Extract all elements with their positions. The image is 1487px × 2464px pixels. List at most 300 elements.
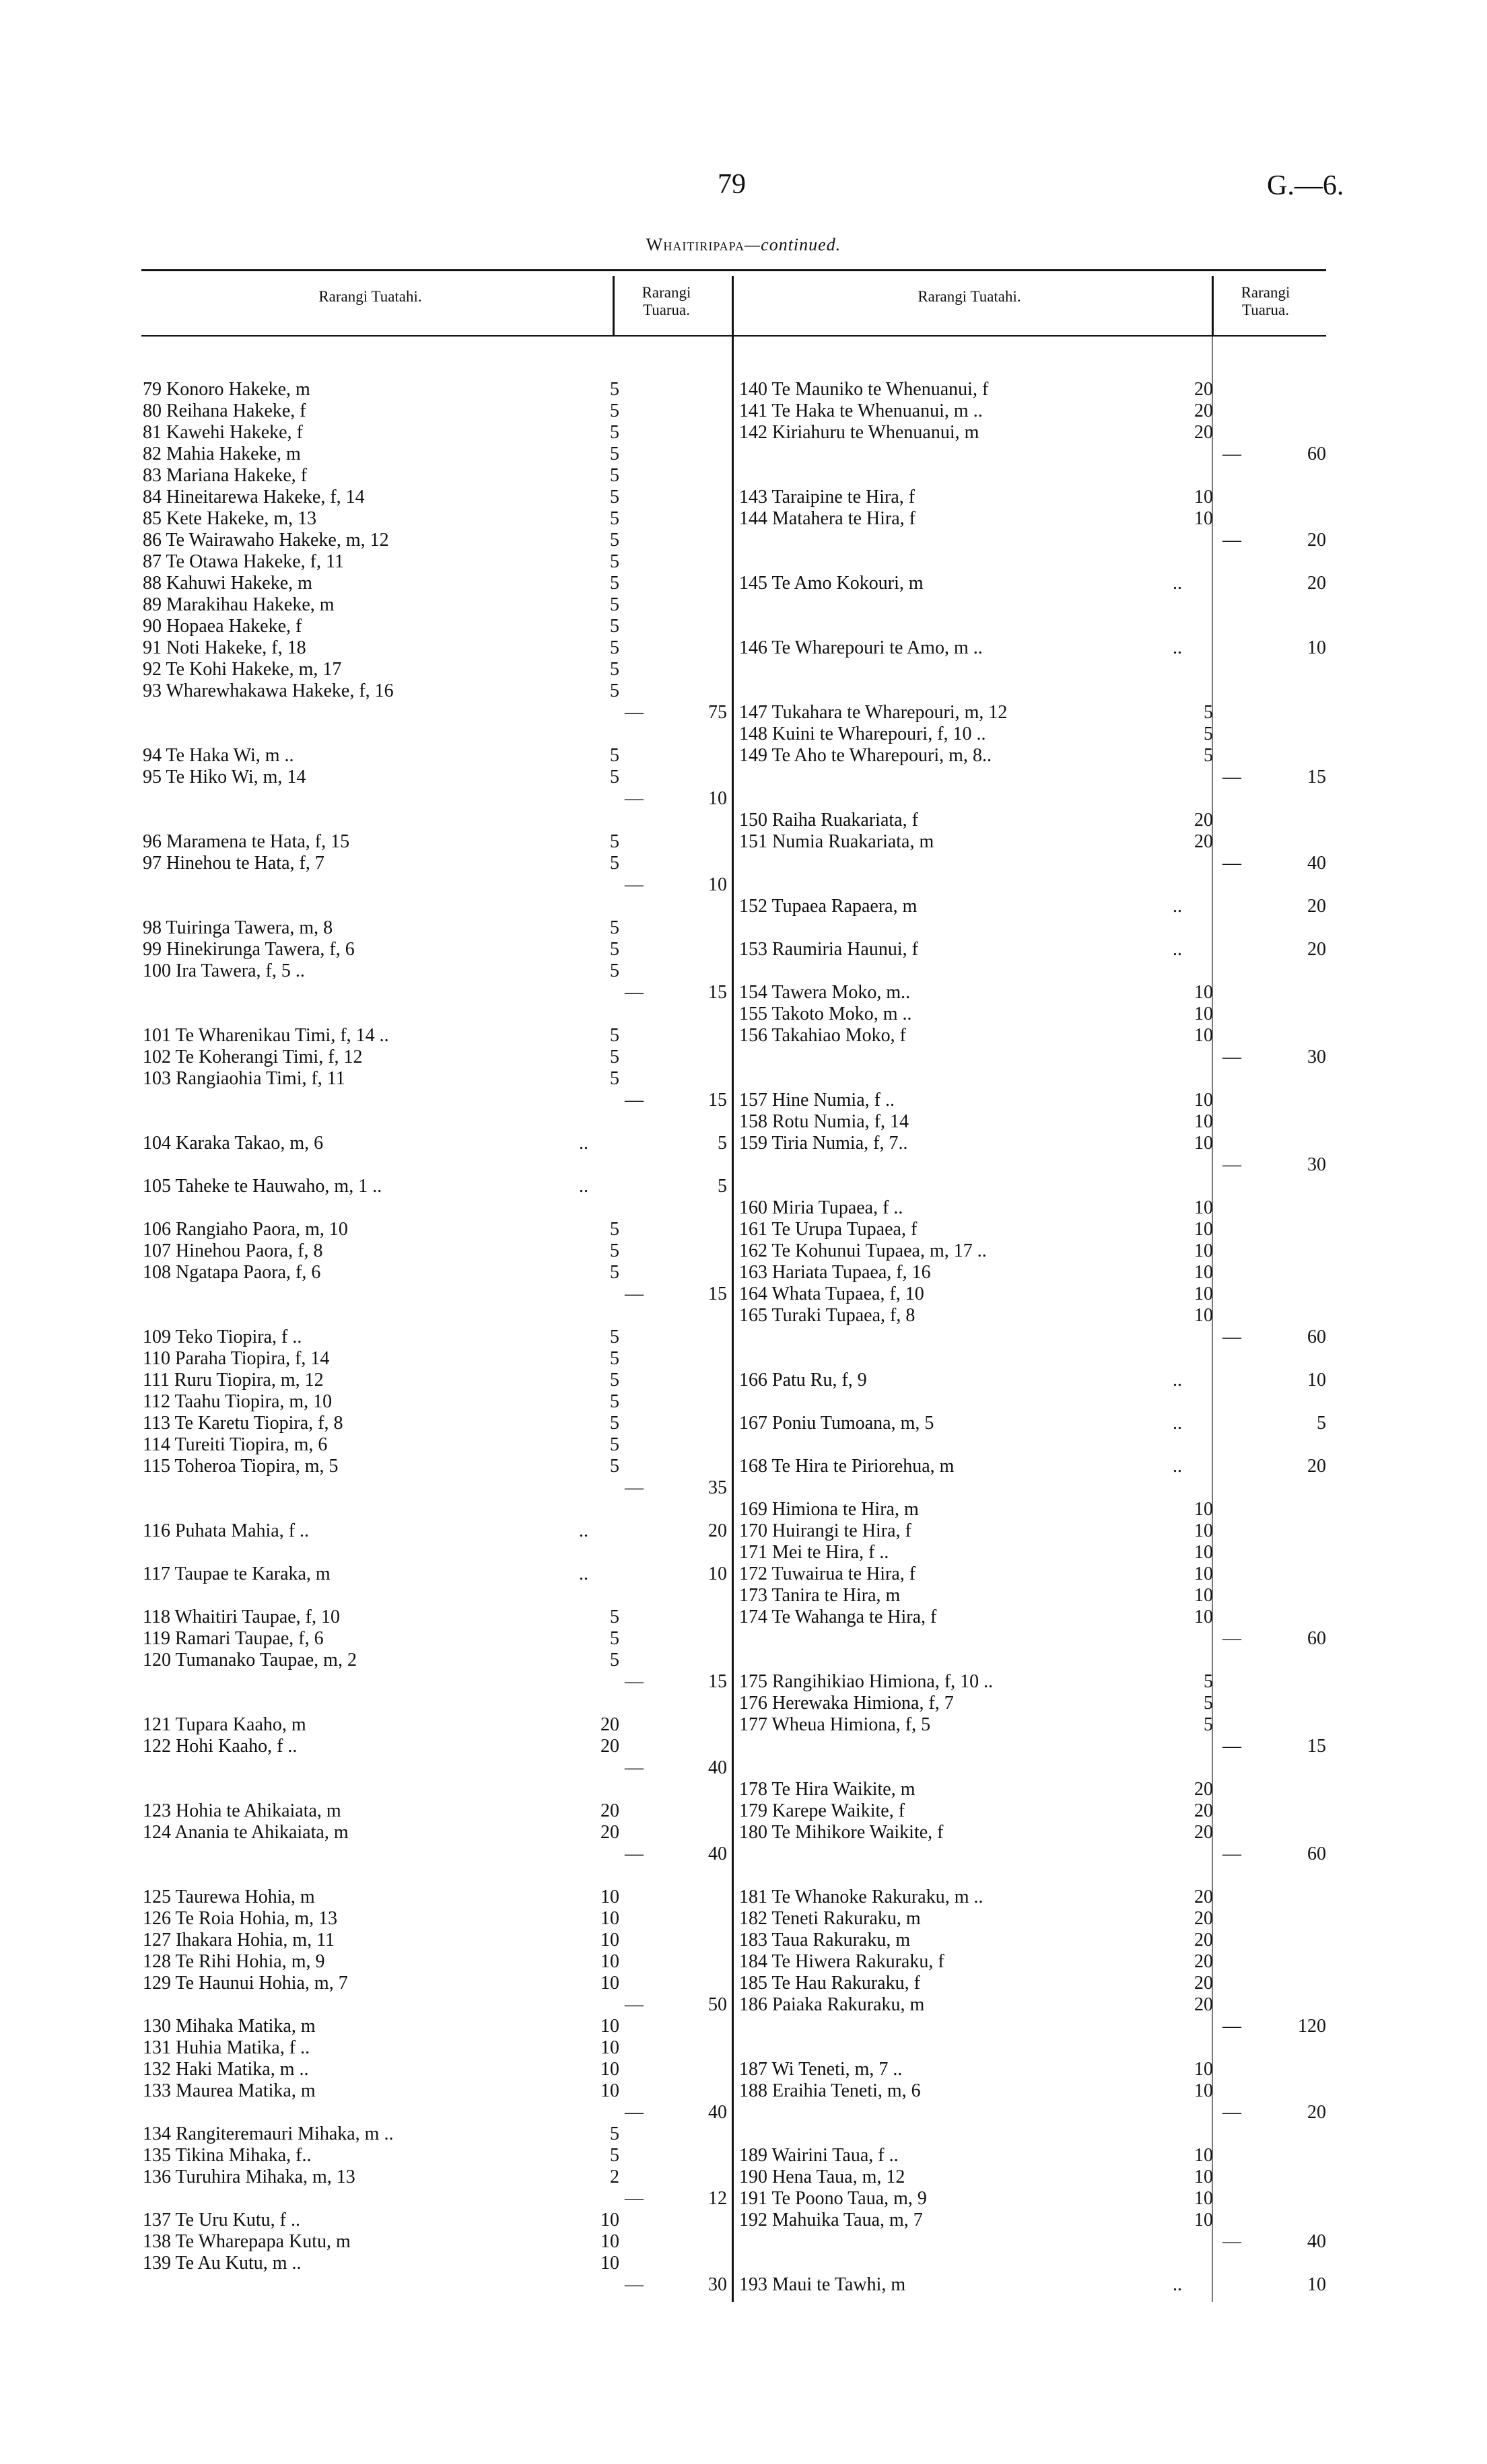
left-entry-value: 10 xyxy=(600,2059,619,2080)
left-entry-value: 5 xyxy=(610,1650,619,1670)
right-entry-name: 166 Patu Ru, f, 9 xyxy=(739,1370,867,1391)
left-subtotal-dash: — xyxy=(625,2188,644,2209)
left-subtotal-value: 15 xyxy=(708,1090,727,1111)
page-number: 79 xyxy=(718,169,746,200)
left-entry-value: 5 xyxy=(610,573,619,594)
left-subtotal-value: 35 xyxy=(708,1477,727,1498)
left-entry-value: 10 xyxy=(600,1908,619,1929)
left-subtotal-value: 40 xyxy=(708,2102,727,2123)
right-subtotal-value: 40 xyxy=(1307,2231,1326,2252)
left-entry-name: 118 Whaitiri Taupae, f, 10 xyxy=(143,1607,341,1627)
right-entry-value: 10 xyxy=(1194,2145,1213,2166)
right-entry-value: 10 xyxy=(1194,982,1213,1003)
right-entry-value: 10 xyxy=(1194,1563,1213,1584)
right-row xyxy=(0,421,1487,444)
right-entry-name: 164 Whata Tupaea, f, 10 xyxy=(739,1283,924,1304)
left-entry-name: 110 Paraha Tiopira, f, 14 xyxy=(143,1348,330,1369)
left-entry-value: 5 xyxy=(610,444,619,464)
right-subtotal-value: 20 xyxy=(1307,530,1326,551)
right-values-header-2: Tuarua. xyxy=(1241,302,1290,318)
left-leader-dots: .. xyxy=(579,1563,588,1584)
right-entry-value: 10 xyxy=(1194,1542,1213,1563)
right-entry-name: 192 Mahuika Taua, m, 7 xyxy=(739,2210,923,2230)
right-row xyxy=(0,895,1487,918)
right-entry-value: 10 xyxy=(1194,1585,1213,1606)
right-row xyxy=(0,1584,1487,1607)
right-row xyxy=(0,1111,1487,1133)
right-subtotal-value: 60 xyxy=(1307,444,1326,464)
right-entry-name: 155 Takoto Moko, m .. xyxy=(739,1004,912,1024)
left-entry-value: 5 xyxy=(610,637,619,658)
left-entry-value: 20 xyxy=(600,1800,619,1821)
right-entry-name: 152 Tupaea Rapaera, m xyxy=(739,896,918,917)
right-entry-name: 149 Te Aho te Wharepouri, m, 8.. xyxy=(739,745,992,766)
left-subtotal-value: 5 xyxy=(718,1176,727,1197)
right-entry-value: 10 xyxy=(1194,2059,1213,2080)
right-row xyxy=(0,1563,1487,1586)
left-subtotal-dash: — xyxy=(625,1757,644,1778)
right-entry-name: 159 Tiria Numia, f, 7.. xyxy=(739,1133,908,1154)
right-leader-dots: .. xyxy=(1173,1413,1182,1434)
right-entry-name: 147 Tukahara te Wharepouri, m, 12 xyxy=(739,702,1008,723)
right-subtotal-value: 10 xyxy=(1307,1370,1326,1391)
left-entry-value: 10 xyxy=(600,2037,619,2058)
left-entry-name: 135 Tikina Mihaka, f.. xyxy=(143,2145,312,2166)
left-entry-name: 138 Te Wharepapa Kutu, m xyxy=(143,2231,351,2252)
right-entry-name: 181 Te Whanoke Rakuraku, m .. xyxy=(739,1887,983,1907)
right-entry-name: 162 Te Kohunui Tupaea, m, 17 .. xyxy=(739,1240,987,1261)
left-entry-value: 5 xyxy=(610,2123,619,2144)
right-entry-name: 163 Hariata Tupaea, f, 16 xyxy=(739,1262,931,1283)
left-row xyxy=(0,787,1487,810)
left-entry-value: 5 xyxy=(610,487,619,507)
right-entry-name: 165 Turaki Tupaea, f, 8 xyxy=(739,1305,915,1326)
left-entry-value: 5 xyxy=(610,831,619,852)
right-row xyxy=(0,1003,1487,1026)
left-subtotal-value: 15 xyxy=(708,1283,727,1304)
right-row xyxy=(0,1261,1487,1284)
left-entry-name: 80 Reihana Hakeke, f xyxy=(143,400,306,421)
right-entry-value: 10 xyxy=(1194,1240,1213,1261)
right-entry-value: 10 xyxy=(1194,1004,1213,1024)
left-entry-name: 123 Hohia te Ahikaiata, m xyxy=(143,1800,341,1821)
right-subtotal-value: 20 xyxy=(1307,1456,1326,1477)
right-entry-value: 20 xyxy=(1194,400,1213,421)
left-entry-name: 79 Konoro Hakeke, m xyxy=(143,379,310,400)
left-row xyxy=(0,2252,1487,2275)
right-row xyxy=(0,744,1487,767)
right-entry-name: 173 Tanira te Hira, m xyxy=(739,1585,901,1606)
right-entry-value: 5 xyxy=(1204,1714,1213,1735)
right-entry-value: 5 xyxy=(1204,745,1213,766)
right-entry-value: 20 xyxy=(1194,379,1213,400)
left-row xyxy=(0,1757,1487,1780)
right-entry-value: 5 xyxy=(1204,1671,1213,1692)
right-subtotal-value: 10 xyxy=(1307,637,1326,658)
right-entry-name: 193 Maui te Tawhi, m xyxy=(739,2274,906,2295)
left-entry-name: 90 Hopaea Hakeke, f xyxy=(143,616,302,637)
left-entry-value: 5 xyxy=(610,1240,619,1261)
left-entry-name: 125 Taurewa Hohia, m xyxy=(143,1887,315,1907)
left-subtotal-dash: — xyxy=(625,1994,644,2015)
right-subtotal-dash: — xyxy=(1222,767,1241,787)
left-entry-name: 107 Hinehou Paora, f, 8 xyxy=(143,1240,323,1261)
left-entry-value: 5 xyxy=(610,1219,619,1240)
right-subtotal-value: 60 xyxy=(1307,1628,1326,1649)
right-entry-value: 10 xyxy=(1194,1520,1213,1541)
right-entry-value: 20 xyxy=(1194,831,1213,852)
right-row xyxy=(0,378,1487,401)
table-header-rule xyxy=(141,335,1326,337)
right-entry-value: 10 xyxy=(1194,1219,1213,1240)
left-entry-name: 127 Ihakara Hohia, m, 11 xyxy=(143,1930,335,1950)
left-entry-value: 5 xyxy=(610,379,619,400)
left-entry-name: 115 Toheroa Tiopira, m, 5 xyxy=(143,1456,339,1477)
left-entry-value: 5 xyxy=(610,616,619,637)
right-entry-value: 20 xyxy=(1194,1951,1213,1972)
left-entry-value: 5 xyxy=(610,2145,619,2166)
right-entry-value: 20 xyxy=(1194,1887,1213,1907)
right-row xyxy=(0,852,1487,875)
right-entry-value: 5 xyxy=(1204,724,1213,744)
right-entry-value: 10 xyxy=(1194,1499,1213,1520)
right-row xyxy=(0,2166,1487,2189)
right-entry-name: 150 Raiha Ruakariata, f xyxy=(739,810,918,831)
right-row xyxy=(0,1692,1487,1715)
right-subtotal-dash: — xyxy=(1222,1047,1241,1067)
right-row xyxy=(0,1886,1487,1909)
left-entry-value: 5 xyxy=(610,1607,619,1627)
right-row xyxy=(0,831,1487,853)
right-row xyxy=(0,2101,1487,2124)
left-row xyxy=(0,594,1487,617)
left-entry-name: 104 Karaka Takao, m, 6 xyxy=(143,1133,324,1154)
left-entry-name: 114 Tureiti Tiopira, m, 6 xyxy=(143,1434,328,1455)
right-entry-value: 10 xyxy=(1194,2167,1213,2187)
right-row xyxy=(0,1627,1487,1650)
table-top-rule xyxy=(141,269,1326,271)
right-entry-name: 174 Te Wahanga te Hira, f xyxy=(739,1607,937,1627)
left-entry-name: 91 Noti Hakeke, f, 18 xyxy=(143,637,306,658)
left-row xyxy=(0,917,1487,940)
right-entry-value: 10 xyxy=(1194,508,1213,529)
left-entry-name: 117 Taupae te Karaka, m xyxy=(143,1563,331,1584)
right-entry-name: 183 Taua Rakuraku, m xyxy=(739,1930,911,1950)
right-row xyxy=(0,1907,1487,1930)
left-subtotal-value: 30 xyxy=(708,2274,727,2295)
right-entry-name: 158 Rotu Numia, f, 14 xyxy=(739,1111,909,1132)
right-entry-name: 175 Rangihikiao Himiona, f, 10 .. xyxy=(739,1671,994,1692)
right-entry-name: 179 Karepe Waikite, f xyxy=(739,1800,905,1821)
left-entry-name: 99 Hinekirunga Tawera, f, 6 xyxy=(143,939,355,960)
right-subtotal-value: 30 xyxy=(1307,1047,1326,1067)
right-entry-value: 20 xyxy=(1194,422,1213,443)
left-row xyxy=(0,1649,1487,1672)
right-subtotal-value: 120 xyxy=(1298,2016,1326,2037)
right-row xyxy=(0,1735,1487,1758)
right-entry-name: 151 Numia Ruakariata, m xyxy=(739,831,934,852)
right-row xyxy=(0,1670,1487,1693)
right-row xyxy=(0,1218,1487,1241)
right-subtotal-dash: — xyxy=(1222,1154,1241,1175)
right-entry-name: 191 Te Poono Taua, m, 9 xyxy=(739,2188,927,2209)
left-subtotal-value: 40 xyxy=(708,1757,727,1778)
right-entry-name: 170 Huirangi te Hira, f xyxy=(739,1520,911,1541)
left-entry-value: 5 xyxy=(610,1370,619,1391)
report-code: G.—6. xyxy=(1267,170,1344,201)
right-entry-name: 184 Te Hiwera Rakuraku, f xyxy=(739,1951,944,1972)
right-entry-name: 177 Wheua Himiona, f, 5 xyxy=(739,1714,931,1735)
right-entry-value: 20 xyxy=(1194,1973,1213,1994)
left-entry-value: 5 xyxy=(610,551,619,572)
left-subtotal-value: 75 xyxy=(708,702,727,723)
right-row xyxy=(0,1541,1487,1564)
left-row xyxy=(0,960,1487,983)
left-entry-name: 121 Tupara Kaaho, m xyxy=(143,1714,306,1735)
right-row xyxy=(0,1304,1487,1327)
right-entry-name: 143 Taraipine te Hira, f xyxy=(739,487,915,507)
right-row xyxy=(0,486,1487,509)
right-subtotal-dash: — xyxy=(1222,2102,1241,2123)
right-row xyxy=(0,2144,1487,2167)
left-row xyxy=(0,615,1487,638)
left-entry-name: 88 Kahuwi Hakeke, m xyxy=(143,573,312,594)
left-entry-value: 10 xyxy=(600,2231,619,2252)
left-entry-value: 10 xyxy=(600,1887,619,1907)
right-entry-name: 172 Tuwairua te Hira, f xyxy=(739,1563,916,1584)
left-entry-name: 122 Hohi Kaaho, f .. xyxy=(143,1736,298,1757)
right-entry-name: 180 Te Mihikore Waikite, f xyxy=(739,1822,944,1843)
left-entry-name: 86 Te Wairawaho Hakeke, m, 12 xyxy=(143,530,389,551)
left-subtotal-value: 12 xyxy=(708,2188,727,2209)
left-row xyxy=(0,1434,1487,1456)
left-subtotal-dash: — xyxy=(625,702,644,723)
right-row xyxy=(0,981,1487,1004)
right-leader-dots: .. xyxy=(1173,2274,1182,2295)
left-row xyxy=(0,1067,1487,1090)
left-subtotal-value: 50 xyxy=(708,1994,727,2015)
left-entry-value: 5 xyxy=(610,1262,619,1283)
left-entry-name: 119 Ramari Taupae, f, 6 xyxy=(143,1628,324,1649)
left-row xyxy=(0,1175,1487,1198)
right-entry-name: 190 Hena Taua, m, 12 xyxy=(739,2167,905,2187)
left-values-header-1: Rarangi xyxy=(642,284,691,301)
right-row xyxy=(0,529,1487,552)
right-leader-dots: .. xyxy=(1173,896,1182,917)
left-entry-name: 108 Ngatapa Paora, f, 6 xyxy=(143,1262,321,1283)
left-subtotal-dash: — xyxy=(625,1283,644,1304)
right-row xyxy=(0,572,1487,595)
left-subtotal-dash: — xyxy=(625,2102,644,2123)
right-row xyxy=(0,1283,1487,1306)
left-leader-dots: .. xyxy=(579,1133,588,1154)
right-row xyxy=(0,400,1487,423)
right-entry-name: 142 Kiriahuru te Whenuanui, m xyxy=(739,422,979,443)
right-row xyxy=(0,2015,1487,2038)
left-entry-value: 5 xyxy=(610,1025,619,1046)
left-entry-name: 111 Ruru Tiopira, m, 12 xyxy=(143,1370,324,1391)
left-entry-value: 20 xyxy=(600,1736,619,1757)
left-entry-value: 5 xyxy=(610,939,619,960)
right-row xyxy=(0,2274,1487,2296)
right-row xyxy=(0,1778,1487,1801)
left-subtotal-value: 15 xyxy=(708,1671,727,1692)
left-row xyxy=(0,874,1487,896)
right-entry-name: 160 Miria Tupaea, f .. xyxy=(739,1197,903,1218)
left-entry-name: 84 Hineitarewa Hakeke, f, 14 xyxy=(143,487,365,507)
left-entry-name: 103 Rangiaohia Timi, f, 11 xyxy=(143,1068,345,1089)
left-entry-value: 5 xyxy=(610,422,619,443)
left-entry-value: 10 xyxy=(600,1951,619,1972)
left-entry-name: 133 Maurea Matika, m xyxy=(143,2080,316,2101)
right-list-header: Rarangi Tuatahi. xyxy=(918,288,1021,305)
left-entry-value: 5 xyxy=(610,1047,619,1067)
left-entry-value: 20 xyxy=(600,1714,619,1735)
right-row xyxy=(0,2209,1487,2232)
right-row xyxy=(0,1132,1487,1155)
right-row xyxy=(0,1714,1487,1736)
left-entry-value: 2 xyxy=(610,2167,619,2187)
left-entry-name: 102 Te Koherangi Timi, f, 12 xyxy=(143,1047,363,1067)
right-entry-name: 168 Te Hira te Piriorehua, m xyxy=(739,1456,955,1477)
right-subtotal-dash: — xyxy=(1222,444,1241,464)
left-entry-name: 112 Taahu Tiopira, m, 10 xyxy=(143,1391,333,1412)
right-row xyxy=(0,1326,1487,1349)
left-entry-name: 134 Rangiteremauri Mihaka, m .. xyxy=(143,2123,394,2144)
left-subtotal-dash: — xyxy=(625,1477,644,1498)
right-entry-value: 20 xyxy=(1194,1908,1213,1929)
left-entry-value: 5 xyxy=(610,400,619,421)
left-entry-name: 83 Mariana Hakeke, f xyxy=(143,465,308,486)
left-row xyxy=(0,2037,1487,2060)
right-row xyxy=(0,1197,1487,1220)
left-entry-name: 137 Te Uru Kutu, f .. xyxy=(143,2210,300,2230)
right-subtotal-value: 20 xyxy=(1307,896,1326,917)
right-subtotal-dash: — xyxy=(1222,2231,1241,2252)
right-subtotal-dash: — xyxy=(1222,1628,1241,1649)
left-entry-value: 5 xyxy=(610,508,619,529)
left-row xyxy=(0,1391,1487,1413)
right-row xyxy=(0,1046,1487,1069)
right-subtotal-dash: — xyxy=(1222,853,1241,874)
left-subtotal-dash: — xyxy=(625,2274,644,2295)
right-entry-value: 10 xyxy=(1194,1305,1213,1326)
right-entry-value: 10 xyxy=(1194,1025,1213,1046)
left-subtotal-dash: — xyxy=(625,874,644,895)
right-subtotal-dash: — xyxy=(1222,2016,1241,2037)
left-subtotal-value: 20 xyxy=(708,1520,727,1541)
right-entry-name: 148 Kuini te Wharepouri, f, 10 .. xyxy=(739,724,986,744)
left-values-header-2: Tuarua. xyxy=(642,302,691,318)
left-entry-value: 10 xyxy=(600,2016,619,2037)
left-entry-value: 5 xyxy=(610,594,619,615)
right-subtotal-value: 20 xyxy=(1307,2102,1326,2123)
right-entry-value: 20 xyxy=(1194,1800,1213,1821)
right-entry-name: 178 Te Hira Waikite, m xyxy=(739,1779,915,1800)
column-rule-left xyxy=(613,276,615,337)
right-entry-name: 186 Paiaka Rakuraku, m xyxy=(739,1994,925,2015)
right-row xyxy=(0,637,1487,660)
right-entry-value: 10 xyxy=(1194,1133,1213,1154)
left-subtotal-dash: — xyxy=(625,1843,644,1864)
right-subtotal-dash: — xyxy=(1222,1736,1241,1757)
right-leader-dots: .. xyxy=(1173,939,1182,960)
right-entry-name: 157 Hine Numia, f .. xyxy=(739,1090,895,1111)
right-row xyxy=(0,1089,1487,1112)
left-row xyxy=(0,658,1487,681)
left-subtotal-value: 5 xyxy=(718,1133,727,1154)
left-entry-value: 10 xyxy=(600,2080,619,2101)
left-entry-value: 5 xyxy=(610,1068,619,1089)
right-entry-value: 5 xyxy=(1204,702,1213,723)
right-row xyxy=(0,809,1487,832)
left-entry-name: 97 Hinehou te Hata, f, 7 xyxy=(143,853,324,874)
right-row xyxy=(0,1455,1487,1478)
left-entry-value: 10 xyxy=(600,1973,619,1994)
left-entry-name: 92 Te Kohi Hakeke, m, 17 xyxy=(143,659,342,680)
right-entry-value: 10 xyxy=(1194,1283,1213,1304)
left-entry-name: 93 Wharewhakawa Hakeke, f, 16 xyxy=(143,680,394,701)
left-entry-value: 5 xyxy=(610,1456,619,1477)
left-entry-value: 5 xyxy=(610,1434,619,1455)
left-row xyxy=(0,680,1487,703)
right-entry-name: 153 Raumiria Haunui, f xyxy=(739,939,918,960)
left-entry-name: 87 Te Otawa Hakeke, f, 11 xyxy=(143,551,344,572)
right-row xyxy=(0,1950,1487,1973)
right-row xyxy=(0,1240,1487,1263)
right-subtotal-value: 15 xyxy=(1307,767,1326,787)
left-entry-value: 5 xyxy=(610,853,619,874)
right-row xyxy=(0,2058,1487,2081)
right-entry-value: 10 xyxy=(1194,1197,1213,1218)
right-entry-name: 176 Herewaka Himiona, f, 7 xyxy=(739,1693,954,1714)
right-entry-value: 20 xyxy=(1194,1822,1213,1843)
left-subtotal-value: 15 xyxy=(708,982,727,1003)
left-entry-value: 5 xyxy=(610,680,619,701)
left-entry-value: 5 xyxy=(610,659,619,680)
left-entry-value: 5 xyxy=(610,960,619,981)
right-subtotal-value: 30 xyxy=(1307,1154,1326,1175)
left-subtotal-value: 40 xyxy=(708,1843,727,1864)
left-entry-name: 85 Kete Hakeke, m, 13 xyxy=(143,508,317,529)
right-entry-name: 145 Te Amo Kokouri, m xyxy=(739,573,924,594)
left-subtotal-dash: — xyxy=(625,788,644,809)
right-entry-name: 141 Te Haka te Whenuanui, m .. xyxy=(739,400,983,421)
left-entry-name: 98 Tuiringa Tawera, m, 8 xyxy=(143,917,333,938)
left-entry-name: 131 Huhia Matika, f .. xyxy=(143,2037,310,2058)
right-row xyxy=(0,1520,1487,1543)
left-entry-value: 5 xyxy=(610,917,619,938)
left-entry-value: 5 xyxy=(610,745,619,766)
right-row xyxy=(0,1800,1487,1823)
right-entry-value: 10 xyxy=(1194,2188,1213,2209)
right-leader-dots: .. xyxy=(1173,1456,1182,1477)
left-entry-value: 10 xyxy=(600,2210,619,2230)
right-entry-value: 10 xyxy=(1194,1607,1213,1627)
left-row xyxy=(0,2123,1487,2146)
left-row xyxy=(0,464,1487,487)
right-subtotal-value: 5 xyxy=(1317,1413,1326,1434)
right-row xyxy=(0,1929,1487,1952)
left-entry-value: 20 xyxy=(600,1822,619,1843)
right-entry-value: 10 xyxy=(1194,2080,1213,2101)
left-entry-name: 81 Kawehi Hakeke, f xyxy=(143,422,303,443)
right-row xyxy=(0,723,1487,746)
right-values-header-1: Rarangi xyxy=(1241,284,1290,301)
left-entry-name: 101 Te Wharenikau Timi, f, 14 .. xyxy=(143,1025,389,1046)
left-entry-value: 10 xyxy=(600,1930,619,1950)
left-entry-name: 113 Te Karetu Tiopira, f, 8 xyxy=(143,1413,343,1434)
